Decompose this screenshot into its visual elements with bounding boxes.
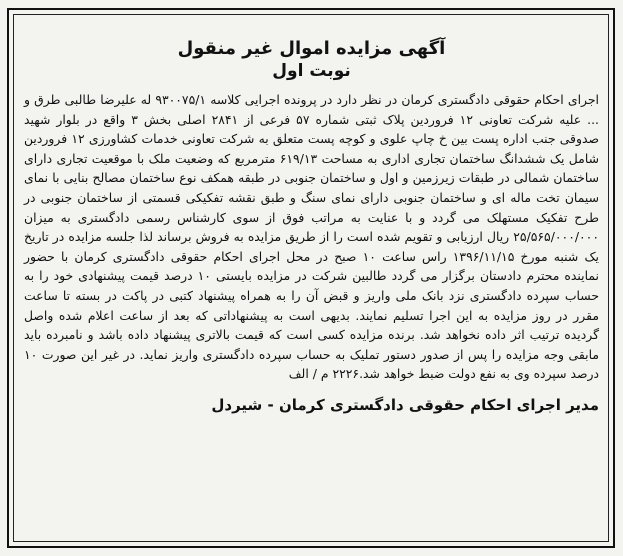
notice-body: اجرای احکام حقوقی دادگستری کرمان در نظر دارد در پرونده اجرایی کلاسه ۹۳۰۰۷۵/۱ له علیرضا طالبی طرق و ... علیه شرکت تعاونی ۱۲ فروردین پلاک ثبتی شماره ۵۷ فرعی از ۲۸۴۱ اصلی بخش ۳ واقع در بلوار شهید صدوقی جنب اداره پست بین خ چاپ علوی و کوچه پست متعلق به شرکت تعاونی خدمات کشاورزی ۱۲ فروردین شامل یک ششدانگ ساختمان تجاری اداری به مساحت ۶۱۹/۱۳ مترمربع که وضعیت ملک با موقعیت تجاری دارای ساختمان شمالی در طبقات زیرزمین و اول و ساختمان جنوبی در طبقه همکف نوع ساختمان مصالح بنایی با نمای سیمان تخت ماله ای و ساختمان جنوبی دارای نمای سنگ و طبق نقشه تفکیکی قسمتی از ساختمان جنوبی در طرح تفکیک مستهلک می گردد و با عنایت به مراتب فوق از سوی کارشناس رسمی دادگستری به میزان ۲۵/۵۶۵/۰۰۰/۰۰۰ ریال ارزیابی و تقویم شده است را از طریق مزایده به فروش برساند لذا جلسه مزایده در تاریخ یک شنبه مورخ ۱۳۹۶/۱۱/۱۵ راس ساعت ۱۰ صبح در محل اجرای احکام حقوقی دادگستری کرمان با حضور نماینده محترم دادستان برگزار می گردد طالبین شرکت در مزایده بایستی ۱۰ درصد قیمت پیشنهادی خود را به حساب سپرده دادگستری نزد بانک ملی واریز و قبض آن را به همراه پیشنهاد کتبی در پاکت در بسته تا ساعت مقرر در روز مزایده به این اجرا تسلیم نمایند. بدیهی است به پیشنهاداتی که بعد از ساعت اعلام شده واصل گردیده ترتیب اثر داده نخواهد شد. برنده مزایده کسی است که قیمت بالاتری پیشنهاد داده باشد و نامبرده باید مابقی وجه مزایده را پس از صدور دستور تملیک به حساب سپرده دادگستری واریز نماید. در غیر این صورت ۱۰ درصد سپرده وی به نفع دولت ضبط خواهد شد.۲۲۲۶ م / الف <box>24 92 599 382</box>
auction-notice <box>24 38 599 536</box>
notice-title: آگهی مزایده اموال غیر منقول <box>177 38 446 59</box>
notice-signature: مدیر اجرای احکام حقوقی دادگستری کرمان - شیردل <box>211 395 599 414</box>
notice-subtitle: نوبت اول <box>272 61 351 81</box>
